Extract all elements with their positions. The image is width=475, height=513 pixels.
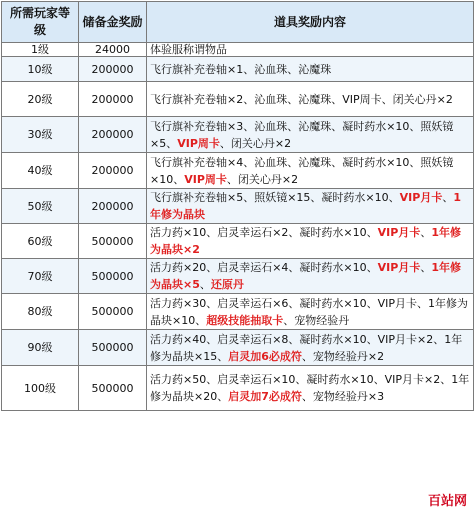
level-cell: 10级	[2, 57, 79, 82]
reward-text: 活力药×30、启灵幸运石×6、凝时药水×10、VIP月卡、1年修为晶块×10、	[150, 296, 469, 327]
table-row	[2, 330, 474, 366]
highlighted-reward: VIP周卡	[184, 172, 227, 186]
header-gold: 储备金奖励	[79, 2, 147, 43]
gold-cell: 500000	[79, 224, 147, 259]
gold-cell: 500000	[79, 366, 147, 411]
reward-text: 、	[420, 226, 432, 239]
table-row	[2, 189, 474, 224]
table-body	[2, 43, 474, 411]
table-row	[2, 366, 474, 411]
reward-cell	[147, 189, 474, 224]
reward-cell	[147, 330, 474, 366]
reward-text: 、	[199, 278, 211, 291]
reward-text: 体验服称谓物品	[150, 43, 227, 56]
header-row	[2, 2, 474, 43]
highlighted-reward: 超级技能抽取卡	[206, 313, 284, 327]
gold-cell: 200000	[79, 82, 147, 117]
highlighted-reward: 启灵加7必成符	[228, 390, 302, 403]
level-cell: 90级	[2, 330, 79, 366]
highlighted-reward: VIP月卡	[377, 226, 421, 239]
gold-cell: 500000	[79, 259, 147, 294]
gold-cell: 500000	[79, 294, 147, 330]
highlighted-reward: VIP月卡	[399, 191, 443, 204]
reward-cell	[147, 366, 474, 411]
reward-text: 、宠物经验丹×3	[301, 390, 385, 403]
level-cell: 30级	[2, 117, 79, 153]
header-level: 所需玩家等级	[2, 2, 79, 43]
highlighted-reward: 启灵加6必成符	[228, 349, 302, 363]
reward-text: 、宠物经验丹×2	[301, 349, 385, 363]
reward-text: 活力药×40、启灵幸运石×8、凝时药水×10、VIP月卡×2、1年修为晶块×15、	[150, 332, 463, 363]
reward-text: 飞行旗补充卷轴×5、照妖镜×15、凝时药水×10、	[150, 191, 400, 204]
table-row	[2, 57, 474, 82]
table-row	[2, 153, 474, 189]
reward-text: 活力药×10、启灵幸运石×2、凝时药水×10、	[150, 226, 378, 239]
reward-text: 活力药×20、启灵幸运石×4、凝时药水×10、	[150, 261, 378, 274]
reward-cell	[147, 43, 474, 57]
reward-cell	[147, 82, 474, 117]
highlighted-reward: 还原丹	[210, 278, 244, 291]
reward-cell	[147, 153, 474, 189]
level-cell: 20级	[2, 82, 79, 117]
highlighted-reward: VIP周卡	[177, 136, 220, 150]
reward-cell	[147, 294, 474, 330]
gold-cell: 200000	[79, 57, 147, 82]
reward-text: 飞行旗补充卷轴×3、沁血珠、沁魔珠、凝时药水×10、照妖镜×5、	[150, 119, 454, 150]
reward-text: 、	[420, 261, 432, 274]
gold-cell: 200000	[79, 117, 147, 153]
table-row	[2, 259, 474, 294]
level-cell: 70级	[2, 259, 79, 294]
gold-cell: 200000	[79, 189, 147, 224]
reward-cell	[147, 259, 474, 294]
gold-cell: 24000	[79, 43, 147, 57]
level-cell: 40级	[2, 153, 79, 189]
level-reward-table	[1, 1, 474, 411]
gold-cell: 500000	[79, 330, 147, 366]
header-reward: 道具奖励内容	[147, 2, 474, 43]
reward-text: 、	[442, 191, 454, 204]
reward-text: 飞行旗补充卷轴×4、沁血珠、沁魔珠、凝时药水×10、照妖镜×10、	[150, 155, 454, 186]
highlighted-reward: 1年修为晶块×2	[150, 226, 461, 256]
reward-cell	[147, 224, 474, 259]
level-cell: 60级	[2, 224, 79, 259]
table-row	[2, 224, 474, 259]
level-cell: 100级	[2, 366, 79, 411]
level-cell: 1级	[2, 43, 79, 57]
reward-cell	[147, 117, 474, 153]
table-row	[2, 294, 474, 330]
highlighted-reward: VIP月卡	[377, 261, 421, 274]
gold-cell: 200000	[79, 153, 147, 189]
reward-text: 飞行旗补充卷轴×1、沁血珠、沁魔珠	[150, 62, 332, 76]
level-cell: 50级	[2, 189, 79, 224]
reward-text: 、闭关心丹×2	[226, 172, 299, 186]
reward-text: 活力药×50、启灵幸运石×10、凝时药水×10、VIP月卡×2、1年修为晶块×20、	[150, 373, 470, 403]
highlighted-reward: 1年修为晶块	[150, 191, 461, 221]
table-row	[2, 82, 474, 117]
reward-text: 、闭关心丹×2	[219, 136, 292, 150]
level-cell: 80级	[2, 294, 79, 330]
reward-text: 飞行旗补充卷轴×2、沁血珠、沁魔珠、VIP周卡、闭关心丹×2	[150, 92, 453, 106]
highlighted-reward: 1年修为晶块×5	[150, 261, 461, 291]
table-row	[2, 117, 474, 153]
reward-text: 、宠物经验丹	[283, 313, 350, 327]
watermark-logo: 百站网	[422, 488, 473, 511]
reward-cell	[147, 57, 474, 82]
table-row	[2, 43, 474, 57]
